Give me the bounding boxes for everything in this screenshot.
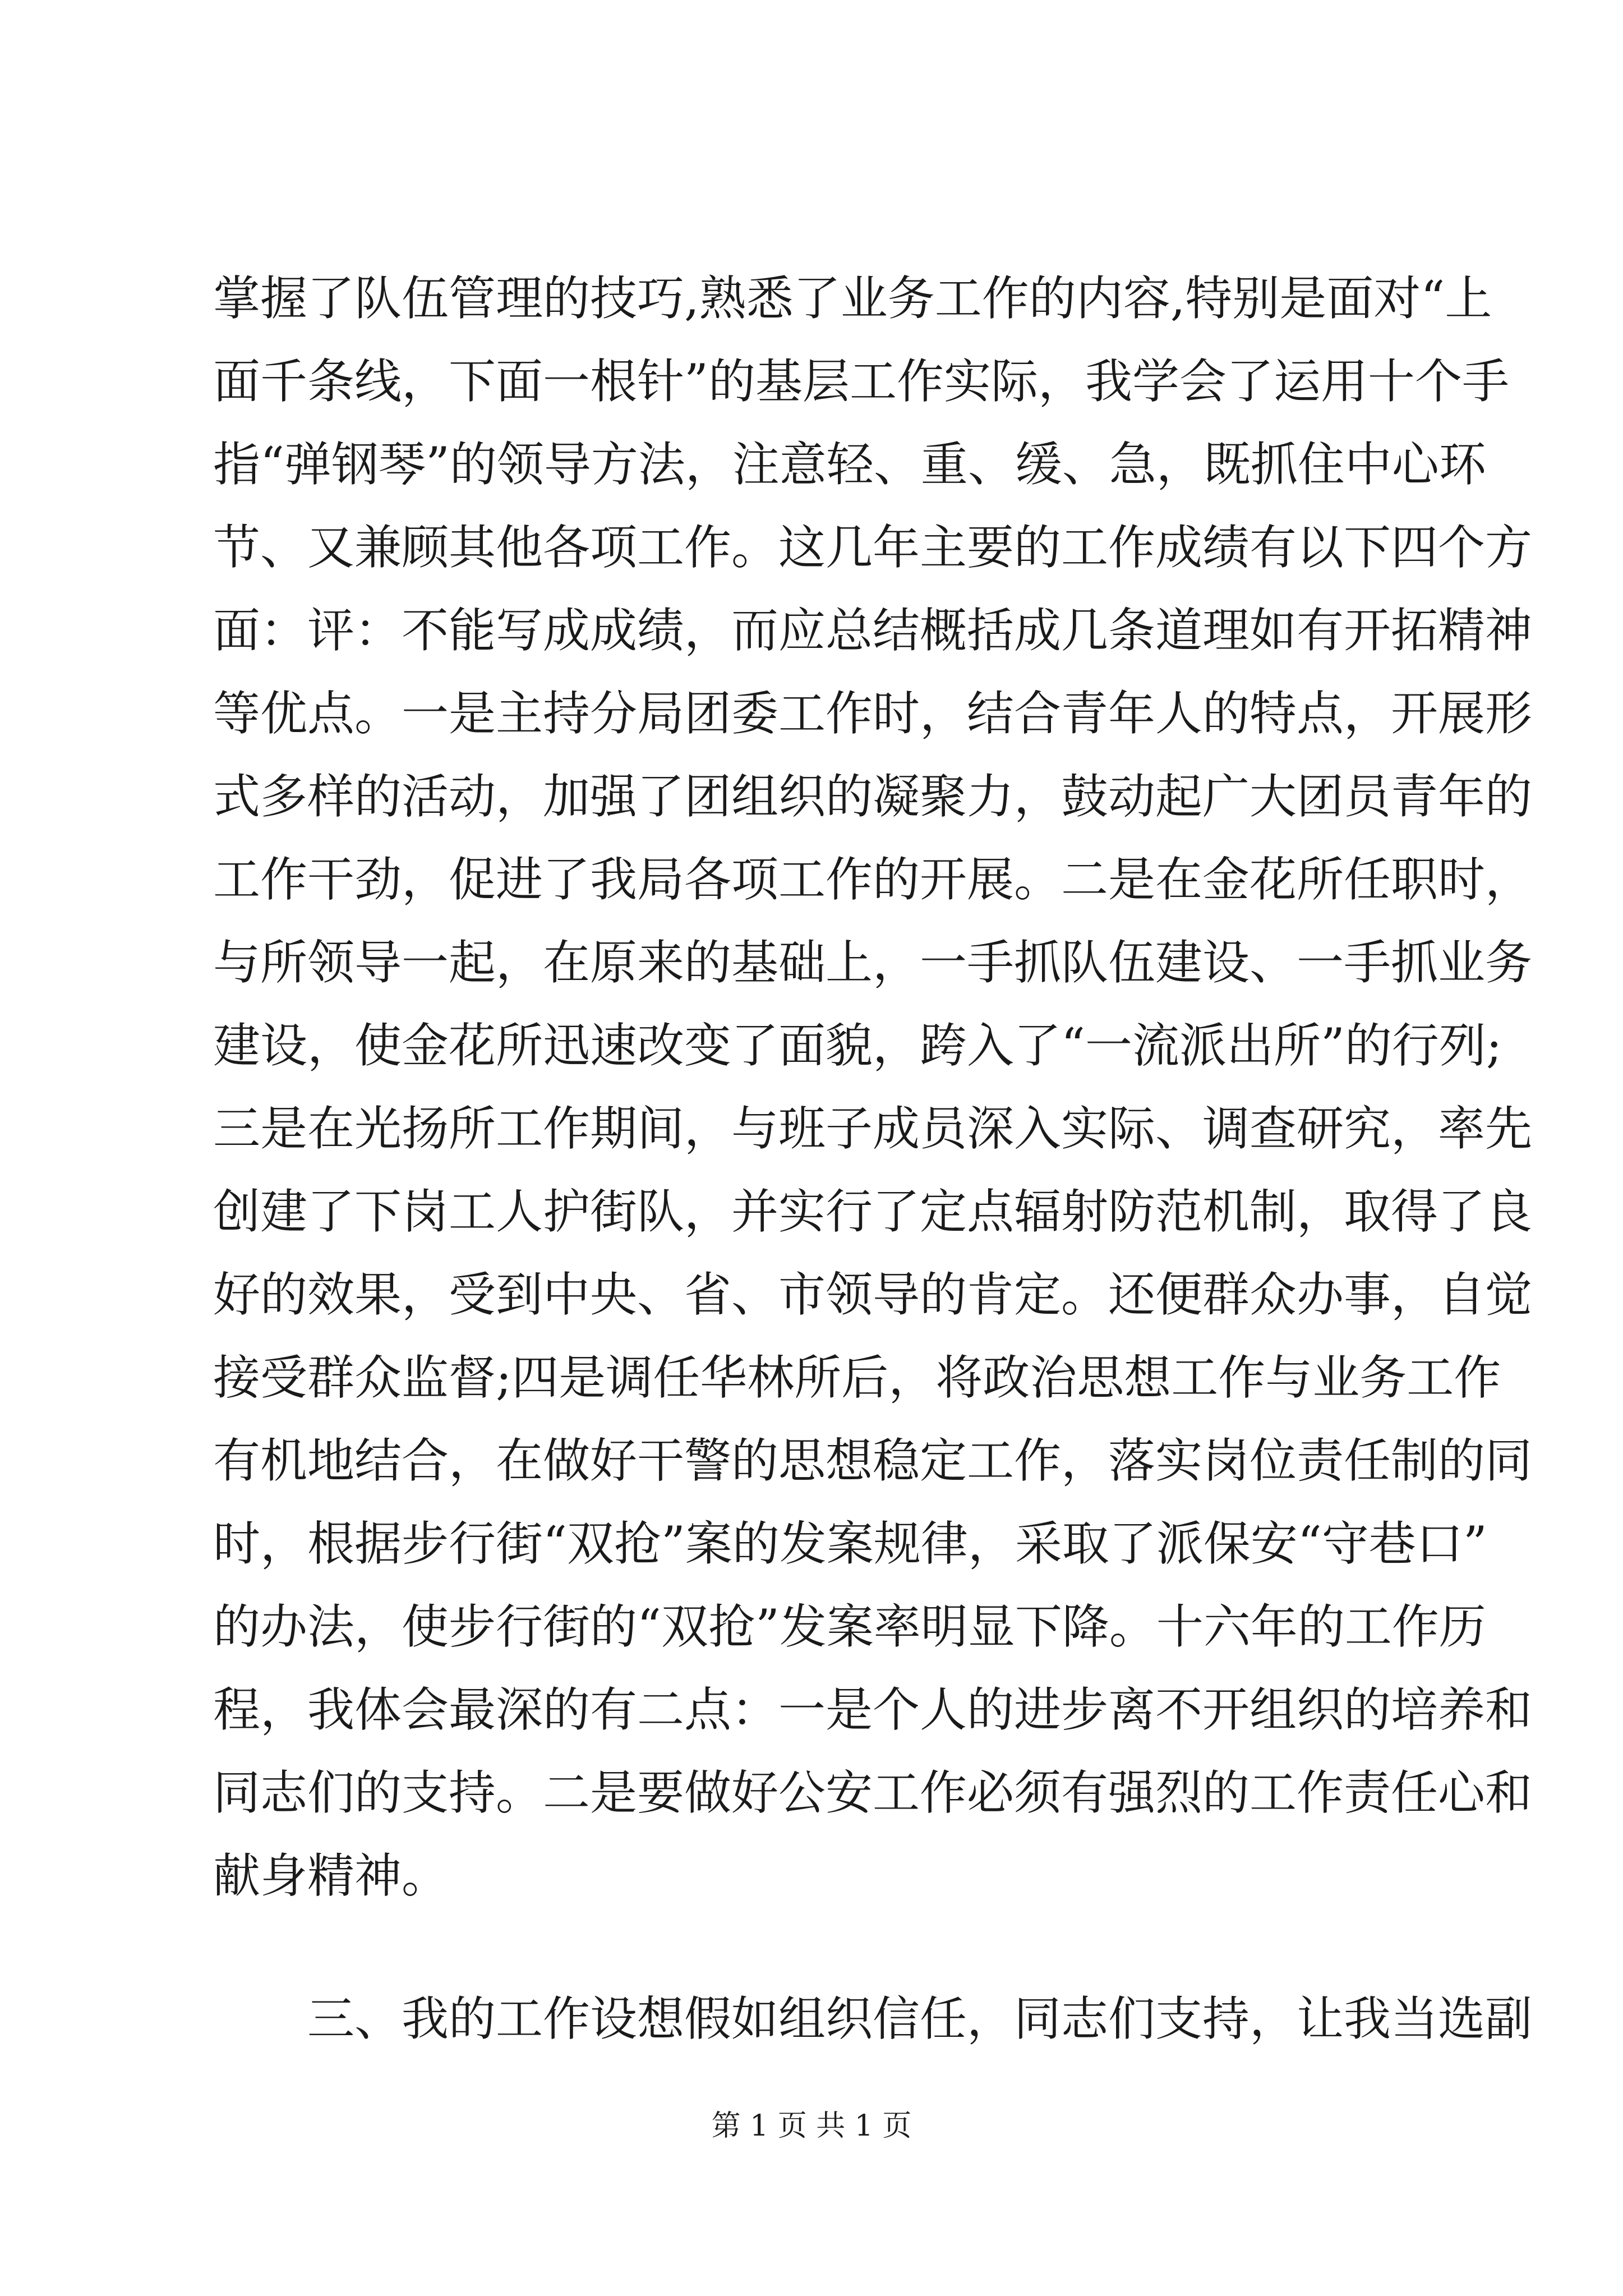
paragraph-line: 面：评：不能写成成绩，而应总结概括成几条道理如有开拓精神 (213, 603, 1533, 658)
paragraph-line: 指“弹钢琴”的领导方法，注意轻、重、缓、急，既抓住中心环 (213, 437, 1486, 492)
paragraph-line: 式多样的活动，加强了团组织的凝聚力，鼓动起广大团员青年的 (213, 769, 1533, 824)
paragraph-line: 三是在光扬所工作期间，与班子成员深入实际、调查研究，率先 (213, 1101, 1533, 1156)
paragraph-line: 有机地结合，在做好干警的思想稳定工作，落实岗位责任制的同 (213, 1433, 1533, 1488)
paragraph-line: 等优点。一是主持分局团委工作时，结合青年人的特点，开展形 (213, 686, 1533, 741)
body-paragraph (213, 257, 1533, 1917)
paragraph-line: 掌握了队伍管理的技巧,熟悉了业务工作的内容,特别是面对“上 (213, 271, 1492, 326)
paragraph-line: 好的效果，受到中央、省、市领导的肯定。还便群众办事，自觉 (213, 1267, 1533, 1322)
paragraph-line: 与所领导一起，在原来的基础上，一手抓队伍建设、一手抓业务 (213, 935, 1533, 990)
paragraph-line: 同志们的支持。二是要做好公安工作必须有强烈的工作责任心和 (213, 1765, 1533, 1820)
paragraph-line: 面千条线，下面一根针”的基层工作实际，我学会了运用十个手 (213, 354, 1509, 409)
paragraph-line: 节、又兼顾其他各项工作。这几年主要的工作成绩有以下四个方 (213, 520, 1533, 575)
paragraph-line: 献身精神。 (213, 1848, 449, 1903)
paragraph-line: 创建了下岗工人护街队，并实行了定点辐射防范机制，取得了良 (213, 1184, 1533, 1239)
paragraph-line: 的办法，使步行街的“双抢”发案率明显下降。十六年的工作历 (213, 1599, 1486, 1654)
section-heading-line: 三、我的工作设想假如组织信任，同志们支持，让我当选副 (307, 1991, 1533, 2046)
paragraph-line: 建设，使金花所迅速改变了面貌，跨入了“一流派出所”的行列; (213, 1018, 1502, 1073)
paragraph-line: 接受群众监督;四是调任华林所后，将政治思想工作与业务工作 (213, 1350, 1501, 1405)
paragraph-line: 程，我体会最深的有二点：一是个人的进步离不开组织的培养和 (213, 1682, 1533, 1737)
paragraph-line: 工作干劲，促进了我局各项工作的开展。二是在金花所任职时， (213, 852, 1533, 907)
page-number-footer: 第 1 页 共 1 页 (711, 2109, 912, 2143)
paragraph-line: 时，根据步行街“双抢”案的发案规律，采取了派保安“守巷口” (213, 1516, 1487, 1571)
